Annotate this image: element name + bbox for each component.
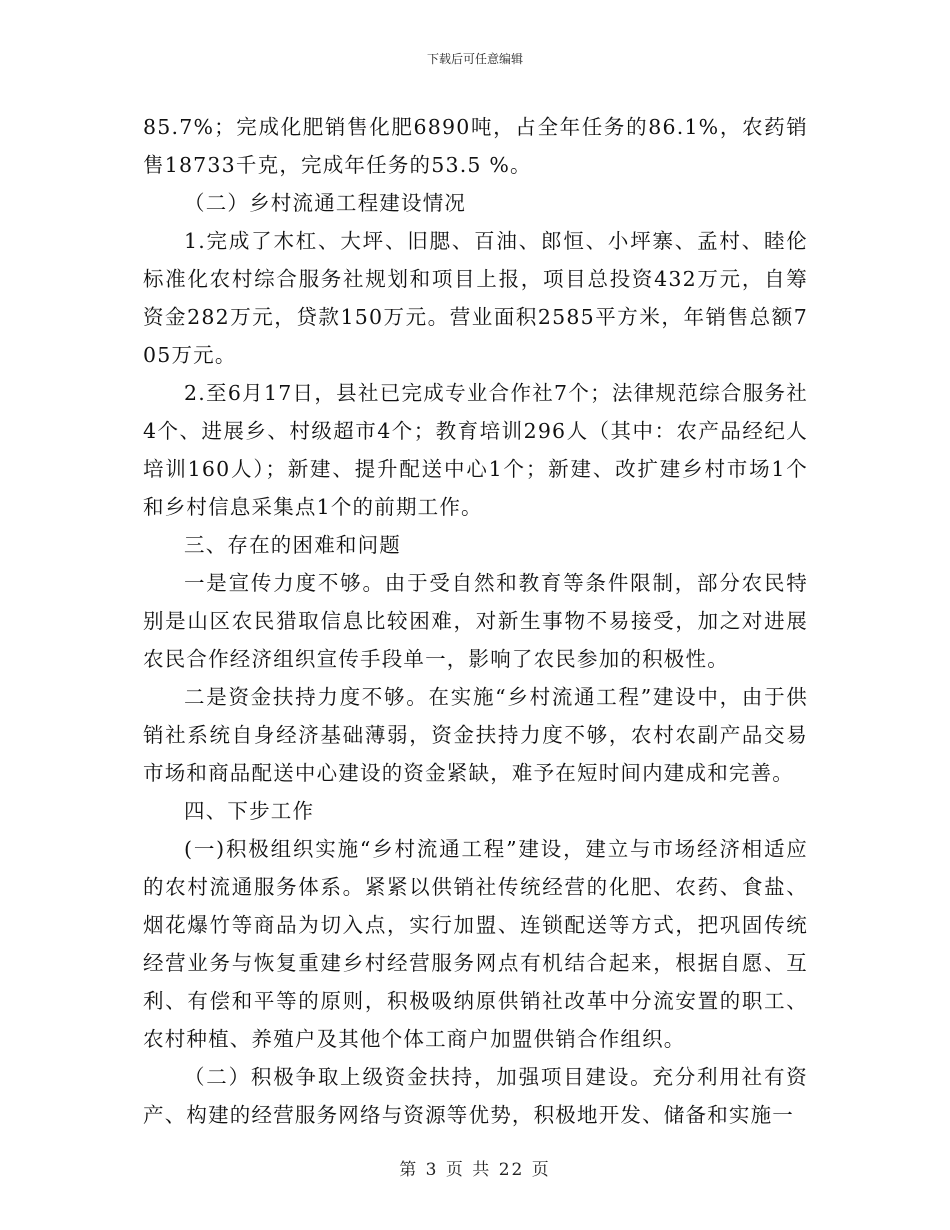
section-heading-3: 三、存在的困难和问题 [184, 533, 401, 557]
paragraph-3: 1.完成了木杠、大坪、旧腮、百油、郎恒、小坪寨、孟村、睦伦标准化农村综合服务社规划和项目上报，项目总投资432万元，自筹资金282万元，贷款150万元。营业面积2585平方米，年销售总额705万元。 [143, 229, 808, 367]
section-heading-4: 四、下步工作 [184, 799, 315, 823]
paragraph-10: （二）积极争取上级资金扶持，加强项目建设。充分利用社有资产、构建的经营服务网络与资源等优势，积极地开发、储备和实施一 [143, 1065, 808, 1127]
paragraph-7: 二是资金扶持力度不够。在实施“乡村流通工程”建设中，由于供销社系统自身经济基础薄弱，资金扶持力度不够，农村农副产品交易市场和商品配送中心建设的资金紧缺，难予在短时间内建成和完善。 [143, 685, 808, 785]
paragraph-6: 一是宣传力度不够。由于受自然和教育等条件限制，部分农民特别是山区农民猎取信息比较困难，对新生事物不易接受，加之对进展农民合作经济组织宣传手段单一，影响了农民参加的积极性。 [143, 571, 808, 671]
paragraph-4: 2.至6月17日，县社已完成专业合作社7个；法律规范综合服务社4个、进展乡、村级超市4个；教育培训296人（其中：农产品经纪人培训160人）；新建、提升配送中心1个；新建、改扩建乡村市场1个和乡村信息采集点1个的前期工作。 [143, 381, 808, 519]
paragraph-1: 85.7%；完成化肥销售化肥6890吨，占全年任务的86.1%，农药销售18733千克，完成年任务的53.5 %。 [143, 115, 808, 177]
section-heading-2: （二）乡村流通工程建设情况 [184, 191, 467, 215]
paragraph-9: (一)积极组织实施“乡村流通工程”建设，建立与市场经济相适应的农村流通服务体系。紧紧以供销社传统经营的化肥、农药、食盐、烟花爆竹等商品为切入点，实行加盟、连锁配送等方式，把巩固传统经营业务与恢复重建乡村经营服务网点有机结合起来，根据自愿、互利、有偿和平等的原则，积极吸纳原供销社改革中分流安置的职工、农村种植、养殖户及其他个体工商户加盟供销合作组织。 [143, 837, 808, 1051]
document-body [143, 108, 808, 1134]
page-footer: 第 3 页 共 22 页 [399, 1160, 551, 1180]
page-header: 下载后可任意编辑 [426, 52, 523, 66]
